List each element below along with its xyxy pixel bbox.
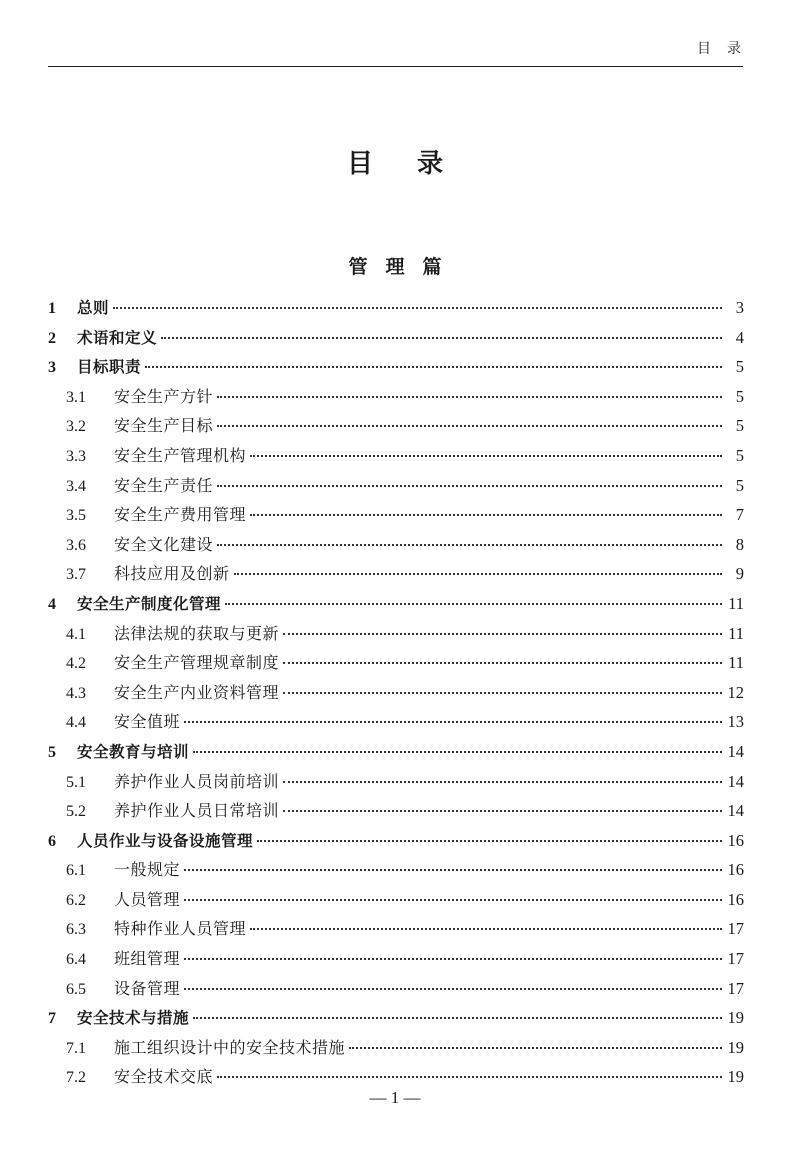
dot-leader bbox=[193, 1017, 722, 1019]
toc-section-entry[interactable] bbox=[48, 885, 744, 915]
toc-entry-number: 6.4 bbox=[66, 951, 86, 969]
toc-entry-number: 7 bbox=[48, 1010, 56, 1028]
toc-entry-page: 12 bbox=[727, 682, 744, 702]
section-heading: 管理篇 bbox=[348, 256, 460, 278]
toc-section-entry[interactable] bbox=[48, 441, 744, 471]
dot-leader bbox=[283, 662, 722, 664]
dot-leader bbox=[283, 810, 722, 812]
toc-entry-page: 11 bbox=[728, 623, 744, 643]
dot-leader bbox=[217, 1076, 722, 1078]
dot-leader bbox=[161, 337, 722, 339]
dot-leader bbox=[250, 455, 722, 457]
toc-entry-label: 养护作业人员岗前培训 bbox=[114, 771, 280, 791]
toc-entry-label: 班组管理 bbox=[114, 949, 181, 969]
toc-entry-label: 安全值班 bbox=[114, 712, 181, 732]
toc-entry-number: 3.6 bbox=[66, 536, 86, 554]
toc-section-entry[interactable] bbox=[48, 559, 744, 589]
dot-leader bbox=[250, 928, 722, 930]
dot-leader bbox=[184, 988, 722, 990]
toc-entry-label: 安全技术与措施 bbox=[77, 1009, 190, 1028]
toc-entry-label: 安全生产管理机构 bbox=[114, 445, 247, 465]
toc-entry-page: 17 bbox=[727, 978, 744, 998]
toc-entry-number: 6.2 bbox=[66, 891, 86, 909]
toc-entry-number: 3 bbox=[48, 359, 56, 377]
dot-leader bbox=[257, 840, 722, 842]
toc-chapter-entry[interactable] bbox=[48, 352, 744, 382]
dot-leader bbox=[225, 603, 722, 605]
toc-entry-number: 3.3 bbox=[66, 447, 86, 465]
toc-section-entry[interactable] bbox=[48, 707, 744, 737]
dot-leader bbox=[184, 958, 722, 960]
toc-entry-page: 16 bbox=[727, 860, 744, 880]
toc-entry-page: 5 bbox=[735, 386, 744, 406]
toc-entry-label: 安全技术交底 bbox=[114, 1067, 214, 1087]
toc-entry-number: 3.7 bbox=[66, 566, 86, 584]
toc-entry-label: 安全生产方针 bbox=[114, 386, 214, 406]
toc-entry-number: 4.2 bbox=[66, 655, 86, 673]
toc-entry-number: 3.2 bbox=[66, 418, 86, 436]
toc-entry-label: 人员管理 bbox=[114, 889, 181, 909]
toc-section-entry[interactable] bbox=[48, 471, 744, 501]
toc-section-entry[interactable] bbox=[48, 974, 744, 1004]
toc-entry-page: 8 bbox=[735, 534, 744, 554]
toc-entry-label: 特种作业人员管理 bbox=[114, 919, 247, 939]
toc-entry-number: 3.1 bbox=[66, 388, 86, 406]
page-title: 目录 bbox=[346, 149, 487, 179]
toc-entry-label: 总则 bbox=[77, 299, 110, 317]
toc-chapter-entry[interactable] bbox=[48, 293, 744, 323]
toc-entry-page: 5 bbox=[735, 416, 744, 436]
toc-chapter-entry[interactable] bbox=[48, 589, 744, 619]
toc-entry-label: 一般规定 bbox=[114, 860, 181, 880]
toc-entry-page: 5 bbox=[735, 357, 744, 377]
toc-entry-label: 术语和定义 bbox=[77, 328, 158, 347]
running-header-title: 目录 bbox=[697, 41, 757, 57]
toc-entry-label: 安全生产目标 bbox=[114, 416, 214, 436]
toc-chapter-entry[interactable] bbox=[48, 1003, 744, 1033]
toc-entry-page: 14 bbox=[727, 801, 744, 821]
dot-leader bbox=[250, 514, 722, 516]
toc-entry-label: 安全教育与培训 bbox=[77, 742, 190, 761]
toc-entry-page: 17 bbox=[727, 919, 744, 939]
toc-entry-page: 16 bbox=[727, 830, 744, 850]
dot-leader bbox=[217, 396, 722, 398]
toc-entry-label: 科技应用及创新 bbox=[114, 564, 230, 584]
toc-entry-number: 2 bbox=[48, 329, 56, 347]
dot-leader bbox=[217, 425, 722, 427]
toc-entry-page: 11 bbox=[728, 593, 744, 613]
toc-entry-number: 5.2 bbox=[66, 803, 86, 821]
toc-entry-label: 施工组织设计中的安全技术措施 bbox=[114, 1037, 346, 1057]
toc-entry-page: 14 bbox=[727, 741, 744, 761]
toc-entry-page: 19 bbox=[727, 1067, 744, 1087]
toc-entry-label: 目标职责 bbox=[77, 358, 142, 377]
toc-section-entry[interactable] bbox=[48, 767, 744, 797]
toc-entry-label: 安全生产管理规章制度 bbox=[114, 653, 280, 673]
dot-leader bbox=[145, 366, 722, 368]
toc-entry-number: 3.4 bbox=[66, 477, 86, 495]
toc-entry-number: 7.2 bbox=[66, 1069, 86, 1087]
dot-leader bbox=[217, 544, 722, 546]
toc-section-entry[interactable] bbox=[48, 678, 744, 708]
toc-entry-number: 6.3 bbox=[66, 921, 86, 939]
toc-section-entry[interactable] bbox=[48, 382, 744, 412]
toc-entry-page: 17 bbox=[727, 949, 744, 969]
toc-chapter-entry[interactable] bbox=[48, 737, 744, 767]
page-number: — 1 — bbox=[369, 1088, 421, 1107]
toc-entry-page: 13 bbox=[727, 712, 744, 732]
dot-leader bbox=[283, 692, 722, 694]
dot-leader bbox=[184, 721, 722, 723]
toc-entry-number: 5 bbox=[48, 743, 56, 761]
table-of-contents bbox=[48, 293, 744, 1092]
toc-entry-label: 养护作业人员日常培训 bbox=[114, 801, 280, 821]
dot-leader bbox=[113, 307, 722, 309]
toc-entry-page: 4 bbox=[735, 327, 744, 347]
toc-section-entry[interactable] bbox=[48, 944, 744, 974]
toc-entry-page: 7 bbox=[735, 505, 744, 525]
toc-entry-page: 14 bbox=[727, 771, 744, 791]
toc-entry-label: 安全生产费用管理 bbox=[114, 505, 247, 525]
toc-entry-label: 人员作业与设备设施管理 bbox=[77, 831, 254, 850]
toc-section-entry[interactable] bbox=[48, 619, 744, 649]
toc-entry-number: 3.5 bbox=[66, 507, 86, 525]
toc-section-entry[interactable] bbox=[48, 914, 744, 944]
toc-section-entry[interactable] bbox=[48, 411, 744, 441]
toc-entry-label: 安全生产内业资料管理 bbox=[114, 682, 280, 702]
dot-leader bbox=[184, 899, 722, 901]
toc-section-entry[interactable] bbox=[48, 1033, 744, 1063]
toc-entry-label: 安全生产制度化管理 bbox=[77, 594, 222, 613]
toc-section-entry[interactable] bbox=[48, 855, 744, 885]
toc-section-entry[interactable] bbox=[48, 648, 744, 678]
toc-entry-number: 7.1 bbox=[66, 1039, 86, 1057]
toc-section-entry[interactable] bbox=[48, 796, 744, 826]
toc-entry-number: 4 bbox=[48, 595, 56, 613]
toc-chapter-entry[interactable] bbox=[48, 826, 744, 856]
toc-entry-number: 4.3 bbox=[66, 684, 86, 702]
running-header bbox=[48, 38, 757, 67]
toc-entry-page: 9 bbox=[735, 564, 744, 584]
toc-entry-label: 安全生产责任 bbox=[114, 475, 214, 495]
toc-entry-page: 5 bbox=[735, 475, 744, 495]
toc-chapter-entry[interactable] bbox=[48, 323, 744, 353]
toc-entry-page: 16 bbox=[727, 889, 744, 909]
dot-leader bbox=[184, 869, 722, 871]
toc-entry-page: 19 bbox=[727, 1037, 744, 1057]
dot-leader bbox=[234, 573, 722, 575]
toc-entry-page: 5 bbox=[735, 445, 744, 465]
toc-entry-number: 6 bbox=[48, 832, 56, 850]
toc-entry-number: 5.1 bbox=[66, 773, 86, 791]
toc-entry-number: 1 bbox=[48, 300, 56, 317]
dot-leader bbox=[283, 781, 722, 783]
dot-leader bbox=[217, 485, 722, 487]
toc-entry-number: 6.5 bbox=[66, 980, 86, 998]
toc-entry-number: 6.1 bbox=[66, 862, 86, 880]
toc-section-entry[interactable] bbox=[48, 500, 744, 530]
toc-entry-label: 法律法规的获取与更新 bbox=[114, 623, 280, 643]
toc-entry-label: 设备管理 bbox=[114, 978, 181, 998]
toc-entry-number: 4.1 bbox=[66, 625, 86, 643]
toc-section-entry[interactable] bbox=[48, 530, 744, 560]
toc-entry-label: 安全文化建设 bbox=[114, 534, 214, 554]
dot-leader bbox=[283, 633, 722, 635]
toc-entry-page: 11 bbox=[728, 653, 744, 673]
toc-entry-page: 19 bbox=[727, 1008, 744, 1028]
dot-leader bbox=[193, 751, 722, 753]
dot-leader bbox=[349, 1047, 722, 1049]
toc-entry-number: 4.4 bbox=[66, 714, 86, 732]
toc-entry-page: 3 bbox=[735, 298, 744, 317]
